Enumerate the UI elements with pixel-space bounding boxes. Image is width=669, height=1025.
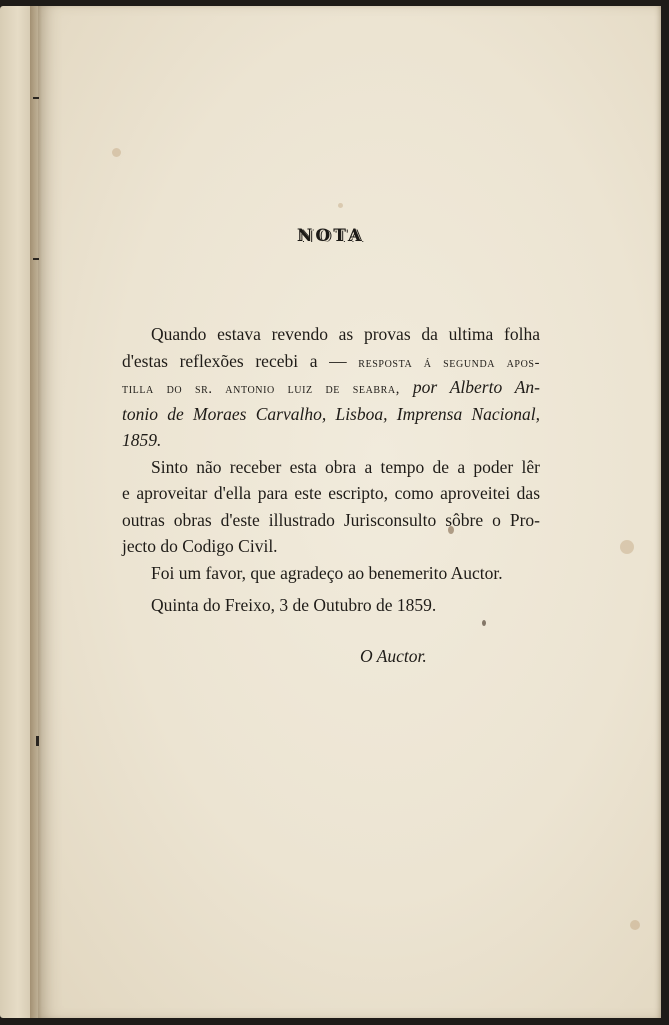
signature: O Auctor. — [360, 646, 427, 666]
page-edge-mark — [33, 258, 39, 260]
foxing-spot — [112, 148, 121, 157]
page-edge-mark — [33, 97, 39, 99]
body-text — [122, 321, 540, 586]
text-run: d'estas reflexões recebi a — [122, 350, 318, 371]
text-line: jecto do Codigo Civil. — [122, 536, 278, 556]
text-line: outras obras d'este illustrado Jurisconsulto sôbre o Pro- — [122, 509, 540, 530]
small-caps-run: resposta á segunda apos- — [358, 354, 540, 371]
text-line — [122, 374, 540, 401]
em-dash: — — [317, 350, 359, 371]
text-line: e aproveitar d'ella para este escripto, como aproveitei das — [122, 483, 540, 503]
dateline: Quinta do Freixo, 3 de Outubro de 1859. — [151, 595, 437, 615]
page-edge-mark — [36, 736, 39, 746]
text-line: 1859. — [122, 430, 162, 450]
foxing-spot — [338, 203, 343, 208]
small-caps-run: tilla do sr. antonio luiz de seabra, — [122, 381, 400, 397]
text-line: Sinto não receber esta obra a tempo de a poder lêr — [151, 456, 540, 477]
text-line: Foi um favor, que agradeço ao benemerito Auctor. — [151, 562, 503, 583]
foxing-spot — [482, 620, 486, 626]
italic-run: por Alberto An- — [399, 377, 540, 397]
text-line: Quando estava revendo as provas da ultima folha — [151, 324, 540, 344]
foxing-spot — [620, 540, 634, 554]
foxing-spot — [630, 920, 640, 930]
text-line — [122, 348, 540, 375]
text-line: tonio de Moraes Carvalho, Lisboa, Imprensa Nacional, — [122, 403, 540, 424]
page-gutter-shadow — [30, 6, 42, 1018]
page-title: NOTA — [296, 226, 365, 246]
